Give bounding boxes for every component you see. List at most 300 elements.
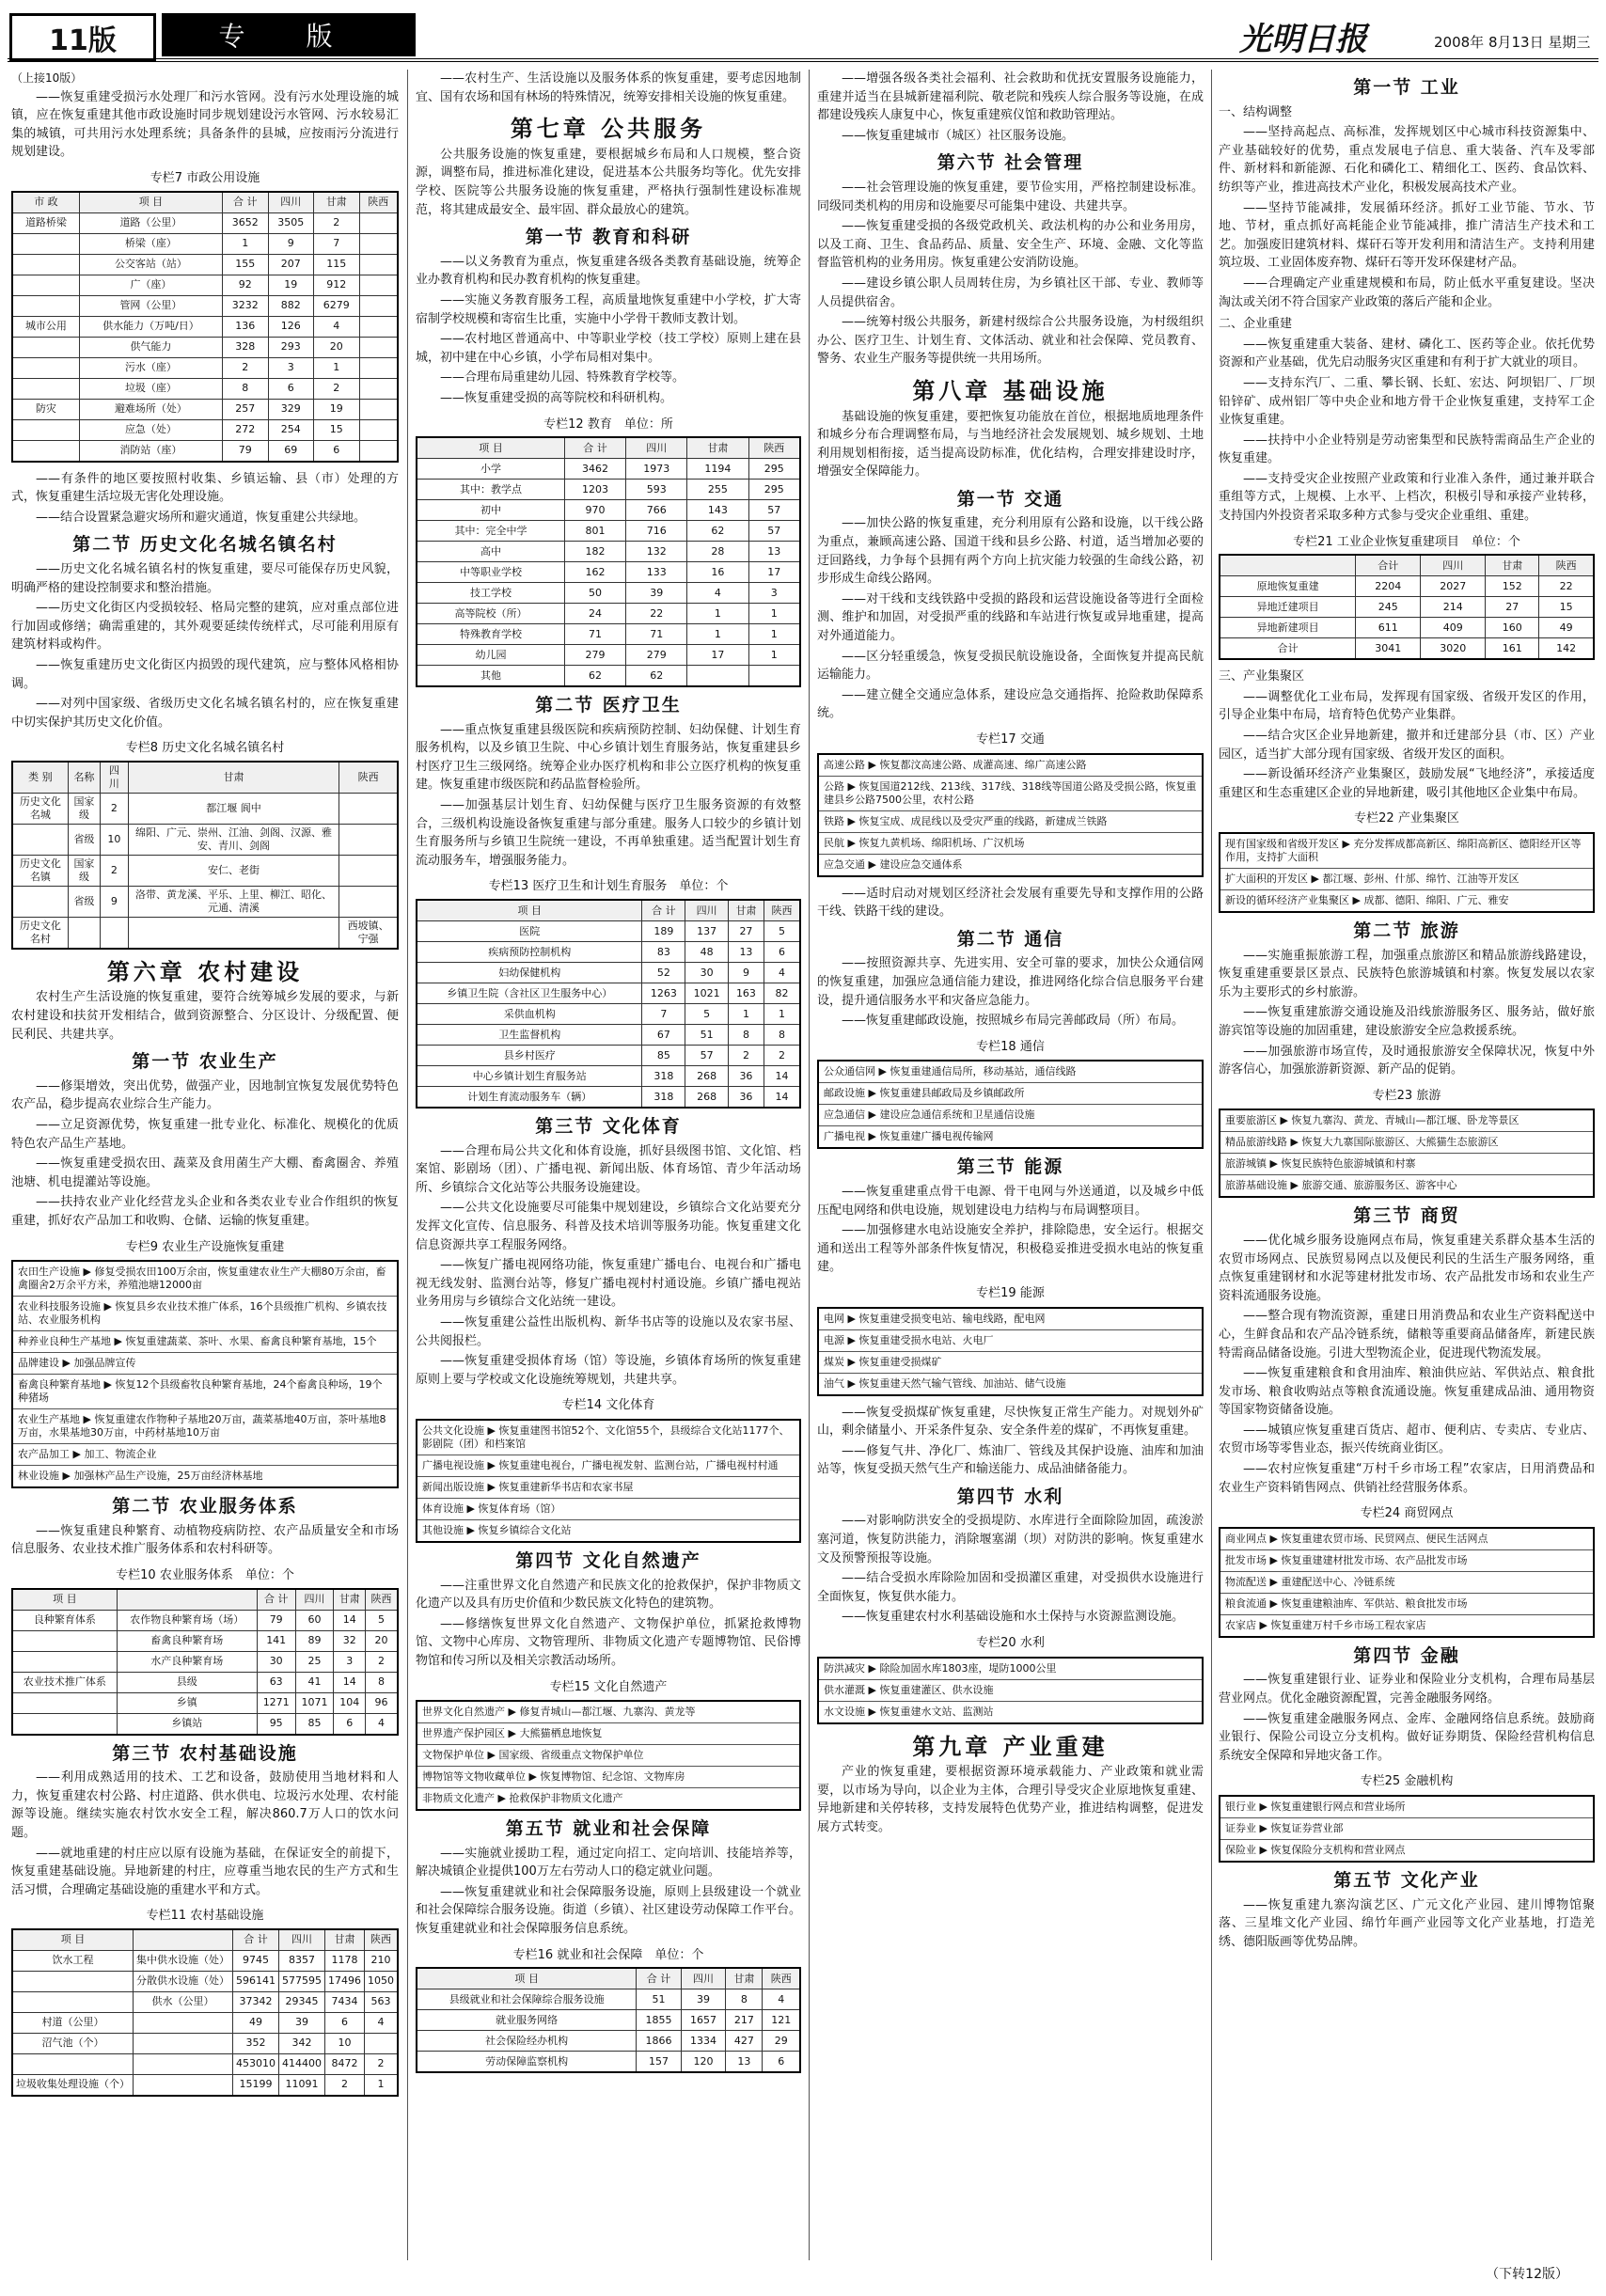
table-cell: 8 — [728, 1025, 764, 1046]
table-cell: 中心乡镇计划生育服务站 — [417, 1066, 642, 1087]
list-item: 种养业良种生产基地 ▶ 恢复重建蔬菜、茶叶、水果、畜禽良种繁育基地，15个 — [13, 1331, 397, 1353]
box16-table — [416, 1967, 801, 2073]
table-cell: 2204 — [1356, 576, 1421, 597]
table-cell: 272 — [223, 419, 269, 440]
table-cell: 20 — [314, 337, 360, 357]
table-cell: 9 — [101, 886, 129, 917]
table-cell: 1071 — [295, 1692, 334, 1713]
section-label: 专 版 — [162, 13, 416, 56]
table-row — [12, 212, 398, 233]
table-cell: 89 — [295, 1630, 334, 1651]
table-cell: 3020 — [1421, 638, 1486, 660]
table-cell: 8 — [764, 1025, 800, 1046]
table-cell — [12, 1991, 134, 2012]
table-row — [12, 855, 398, 886]
table-cell — [359, 440, 398, 462]
table-cell: 126 — [268, 316, 314, 337]
box19-list — [817, 1307, 1204, 1396]
table-row — [417, 500, 800, 521]
table-row — [417, 480, 800, 500]
table-cell: 1973 — [626, 459, 687, 480]
table-row — [12, 1692, 398, 1713]
table-cell: 329 — [268, 399, 314, 419]
table-cell: 6279 — [314, 295, 360, 316]
box-caption-part: 专栏21 工业企业恢复重建项目 — [1293, 534, 1459, 549]
table-cell: 1334 — [681, 2031, 725, 2052]
table-cell: 163 — [728, 983, 764, 1004]
list-item: 新闻出版设施 ▶ 恢复重建新华书店和农家书屋 — [417, 1477, 799, 1499]
table-cell: 19 — [268, 275, 314, 295]
table-cell: 合 计 — [223, 192, 269, 213]
table-cell: 593 — [626, 480, 687, 500]
table-cell — [359, 233, 398, 254]
table-cell: 50 — [564, 583, 625, 604]
paragraph: ——恢复重建受损的各级党政机关、政法机构的办公和业务用房，以及工商、卫生、食品药品、质量、安全生产、环境、金融、文化等监督监管机构的业务用房。恢复重建公安消防设施。 — [817, 219, 1204, 271]
table-row — [12, 1991, 398, 2012]
table-cell: 陕西 — [763, 1968, 800, 1989]
table-cell: 水产良种繁育场 — [117, 1651, 257, 1672]
section-heading: 第二节 历史文化名城名镇名村 — [72, 534, 338, 556]
box13-table — [416, 899, 801, 1109]
table-row — [12, 1713, 398, 1735]
table-row — [12, 337, 398, 357]
paragraph: ——支持受灾企业按照产业政策和行业准入条件，通过兼并联合重组等方式，上规模、上水平、上档次，积极引导和承接产业转移，支持国内外投资者采取多种方式参与受灾企业重组、重建。 — [1219, 471, 1595, 524]
table-cell: 596141 — [233, 1971, 279, 1991]
table-cell — [359, 378, 398, 399]
paragraph: ——历史文化名城名镇名村的恢复重建，要尽可能保存历史风貌，明确严格的建设控制要求和整治措施。 — [11, 561, 399, 595]
table-cell: 甘肃 — [728, 900, 764, 921]
table-row — [12, 254, 398, 275]
table-cell — [12, 337, 79, 357]
table-cell: 16 — [687, 562, 748, 583]
table-cell — [339, 855, 398, 886]
table-cell: 3 — [748, 583, 800, 604]
table-cell: 异地新建项目 — [1220, 618, 1356, 638]
table-cell: 2 — [365, 2053, 399, 2074]
table-cell: 95 — [257, 1713, 295, 1735]
table-cell — [12, 2053, 134, 2074]
table-header-row — [1220, 555, 1594, 576]
table-header-row — [417, 900, 800, 921]
paragraph: ——统筹村级公共服务，新建村级综合公共服务设施，为村级组织办公、医疗卫生、计划生育、文体活动、就业和社会保障、党员教育、警务、农业生产服务等提供统一共用场所。 — [817, 315, 1204, 367]
table-cell: 集中供水设施（处） — [134, 1950, 233, 1971]
table-cell: 115 — [314, 254, 360, 275]
table-cell: 甘肃 — [128, 762, 339, 794]
box18-list — [817, 1060, 1204, 1149]
paragraph: ——以义务教育为重点，恢复重建各级各类教育基础设施，统筹企业办教育机构和民办教育机构的恢复重建。 — [416, 254, 801, 288]
table-cell: 安仁、老街 — [128, 855, 339, 886]
paragraph: ——区分轻重缓急，恢复受损民航设施设备，全面恢复并提高民航运输能力。 — [817, 649, 1204, 683]
paragraph: ——新设循环经济产业集聚区，鼓励发展“飞地经济”，承接适度重建区和生态重建区企业的异地新建，吸引其他地区企业集中布局。 — [1219, 767, 1595, 800]
table-cell: 避难场所（处） — [79, 399, 222, 419]
table-cell: 四川 — [626, 437, 687, 459]
table-cell: 3232 — [223, 295, 269, 316]
table-cell: 技工学校 — [417, 583, 564, 604]
list-item: 民航 ▶ 恢复九黄机场、绵阳机场、广汉机场 — [819, 833, 1202, 855]
table-cell: 分散供水设施（处） — [134, 1971, 233, 1991]
table-cell: 历史文化名镇 — [12, 855, 68, 886]
table-header-row — [12, 762, 398, 794]
table-cell: 4 — [687, 583, 748, 604]
table-cell: 293 — [268, 337, 314, 357]
box-caption-part: 专栏12 教育 — [543, 417, 612, 432]
box-title: 专栏25 金融机构 — [1360, 1774, 1454, 1789]
list-item: 文物保护单位 ▶ 国家级、省级重点文物保护单位 — [417, 1745, 799, 1767]
table-cell: 项 目 — [417, 1968, 637, 1989]
table-cell: 132 — [626, 542, 687, 562]
table-cell: 51 — [637, 1989, 681, 2010]
list-item: 高速公路 ▶ 恢复都汶高速公路、成灌高速、绵广高速公路 — [819, 755, 1202, 777]
table-cell — [359, 419, 398, 440]
table-cell: 6 — [334, 1713, 366, 1735]
table-row — [417, 2052, 800, 2073]
table-cell: 畜禽良种繁育场 — [117, 1630, 257, 1651]
paragraph: ——适时启动对规划区经济社会发展有重要先导和支撑作用的公路干线、铁路干线的建设。 — [817, 886, 1204, 920]
paragraph: ——结合受损水库除险加固和受损灌区重建，对受损供水设施进行全面恢复，恢复供水能力。 — [817, 1571, 1204, 1604]
table-cell: 四川 — [295, 1589, 334, 1611]
table-cell: 57 — [748, 521, 800, 542]
paragraph: ——恢复重建就业和社会保障服务设施，原则上县级建设一个就业和社会保障综合服务设施。街道（乡镇）、社区建设劳动保障工作平台。恢复重建就业和社会保障服务信息系统。 — [416, 1884, 801, 1937]
table-cell: 1 — [687, 624, 748, 645]
table-row — [12, 824, 398, 855]
continued-from: （上接10版） — [11, 71, 83, 85]
table-cell — [359, 337, 398, 357]
list-item: 广播电视设施 ▶ 恢复重建电视台，广播电视发射、监测台站，广播电视村村通 — [417, 1455, 799, 1477]
list-item: 供水灌溉 ▶ 恢复重建灌区、供水设施 — [819, 1680, 1202, 1702]
table-cell — [134, 2074, 233, 2096]
table-cell: 乡镇 — [117, 1692, 257, 1713]
table-cell — [12, 295, 79, 316]
box-title: 专栏17 交通 — [976, 732, 1045, 747]
table-cell: 市 政 — [12, 192, 79, 213]
box17-list — [817, 753, 1204, 877]
table-cell: 1 — [748, 624, 800, 645]
table-cell — [12, 275, 79, 295]
table-cell: 西坡镇、宁强 — [339, 917, 398, 949]
paragraph: ——社会管理设施的恢复重建，要节俭实用，严格控制建设标准。同级同类机构的用房和设施要尽可能集中建设、共建共享。 — [817, 180, 1204, 213]
list-item: 其他设施 ▶ 恢复乡镇综合文化站 — [422, 1523, 572, 1536]
table-cell: 初中 — [417, 500, 564, 521]
table-row — [417, 459, 800, 480]
box22-list — [1219, 832, 1595, 913]
table-cell: 高等院校（所） — [417, 604, 564, 624]
table-cell: 7434 — [325, 1991, 365, 2012]
table-cell: 其中：完全中学 — [417, 521, 564, 542]
table-cell: 7 — [642, 1004, 685, 1025]
table-cell: 453010 — [233, 2053, 279, 2074]
table-cell: 其中：教学点 — [417, 480, 564, 500]
table-cell: 342 — [279, 2033, 325, 2053]
paragraph: ——对列中国家级、省级历史文化名城名镇名村的，应在恢复重建中切实保护其历史文化价值。 — [11, 697, 399, 730]
table-cell: 28 — [687, 542, 748, 562]
table-cell: 2 — [314, 212, 360, 233]
paragraph: ——建设乡镇公职人员周转住房，为乡镇社区干部、专业、教师等人员提供宿舍。 — [817, 275, 1204, 309]
table-cell: 9 — [268, 233, 314, 254]
table-cell: 名称 — [68, 762, 100, 794]
table-cell: 1 — [223, 233, 269, 254]
table-cell: 27 — [1486, 597, 1539, 618]
section-heading: 第三节 能源 — [956, 1156, 1064, 1178]
table-cell: 137 — [685, 921, 729, 942]
paragraph: ——恢复重建受损体育场（馆）等设施，乡镇体育场所的恢复重建原则上要与学校或文化设施统筹规划，共建共享。 — [416, 1354, 801, 1387]
table-cell: 计划生育流动服务车（辆） — [417, 1087, 642, 1109]
table-cell: 1194 — [687, 459, 748, 480]
table-cell: 133 — [626, 562, 687, 583]
table-header-row — [417, 437, 800, 459]
paragraph: ——恢复重建历史文化街区内损毁的现代建筑，应与整体风格相协调。 — [11, 657, 399, 691]
list-item: 油气 ▶ 恢复重建天然气输气管线、加油站、储气设施 — [824, 1376, 1066, 1390]
table-cell — [359, 275, 398, 295]
table-row — [12, 419, 398, 440]
table-cell: 合 计 — [233, 1929, 279, 1951]
table-cell: 四川 — [685, 900, 729, 921]
table-cell — [117, 1589, 257, 1611]
table-cell: 1021 — [685, 983, 729, 1004]
table-row — [417, 1004, 800, 1025]
paragraph: ——恢复广播电视网络功能，恢复重建广播电台、电视台和广播电视无线发射、监测台站等，修复广播电视村村通设施。乡镇广播电视站业务用房与乡镇综合文化站统一建设。 — [416, 1258, 801, 1310]
issue-date: 2008年 8月13日 星期三 — [1434, 34, 1591, 51]
table-cell: 10 — [325, 2033, 365, 2053]
table-cell: 157 — [637, 2052, 681, 2073]
list-item: 林业设施 ▶ 加强林产品生产设施，25万亩经济林基地 — [18, 1470, 263, 1483]
table-cell: 1203 — [564, 480, 625, 500]
table-cell: 1178 — [325, 1950, 365, 1971]
table-cell: 85 — [295, 1713, 334, 1735]
table-cell — [359, 357, 398, 378]
table-cell: 69 — [268, 440, 314, 462]
table-cell: 104 — [334, 1692, 366, 1713]
table-cell — [68, 917, 100, 949]
table-cell: 合 计 — [564, 437, 625, 459]
section-heading: 第三节 文化体育 — [535, 1116, 682, 1138]
table-cell: 49 — [233, 2012, 279, 2033]
table-cell: 152 — [1486, 576, 1539, 597]
table-cell — [12, 886, 68, 917]
table-cell: 3041 — [1356, 638, 1421, 660]
paragraph: ——合理确定产业重建规模和布局，防止低水平重复建设。坚决淘汰或关闭不符合国家产业政策的落后产能和企业。 — [1219, 275, 1595, 309]
chapter-heading: 第六章 农村建设 — [106, 957, 304, 985]
list-item: 邮政设施 ▶ 恢复重建县邮政局及乡镇邮政所 — [819, 1083, 1202, 1105]
chapter-heading: 第七章 公共服务 — [510, 115, 707, 143]
table-cell: 11091 — [279, 2074, 325, 2096]
table-cell: 8472 — [325, 2053, 365, 2074]
list-item: 世界文化自然遗产 ▶ 修复青城山—都江堰、九寨沟、黄龙等 — [417, 1702, 799, 1723]
table-cell: 幼儿园 — [417, 645, 564, 666]
table-cell: 2 — [366, 1651, 398, 1672]
table-row — [12, 316, 398, 337]
table-cell: 中等职业学校 — [417, 562, 564, 583]
section-heading: 第一节 教育和科研 — [525, 227, 692, 248]
table-cell: 162 — [564, 562, 625, 583]
paragraph: ——实施义务教育服务工程，高质量地恢复重建中小学校，扩大寄宿制学校规模和寄宿生比重，实施中小学骨干教师支教计划。 — [416, 292, 801, 326]
table-cell: 79 — [257, 1610, 295, 1630]
table-cell — [12, 1713, 117, 1735]
box21-table — [1219, 554, 1595, 660]
table-cell: 328 — [223, 337, 269, 357]
table-cell: 沼气池（个） — [12, 2033, 134, 2053]
table-cell: 57 — [748, 500, 800, 521]
table-cell: 14 — [334, 1610, 366, 1630]
section-heading: 第四节 金融 — [1353, 1644, 1460, 1666]
table-cell: 8 — [223, 378, 269, 399]
subheading: 三、产业集聚区 — [1219, 669, 1305, 684]
table-cell: 疾病预防控制机构 — [417, 942, 642, 963]
table-cell: 6 — [325, 2012, 365, 2033]
table-cell: 1866 — [637, 2031, 681, 2052]
table-cell: 8357 — [279, 1950, 325, 1971]
table-cell: 161 — [1486, 638, 1539, 660]
table-cell: 30 — [257, 1651, 295, 1672]
table-cell — [687, 666, 748, 687]
table-cell: 352 — [233, 2033, 279, 2053]
table-row — [1220, 576, 1594, 597]
paragraph: 农村生产生活设施的恢复重建，要符合统筹城乡发展的要求，与新农村建设和扶贫开发相结合，做到资源整合、分区设计、分级配置、便民利民、共建共享。 — [11, 990, 399, 1042]
paragraph: ——对干线和支线铁路中受损的路段和运营设施设备等进行全面检测、维护和加固，对受损严重的线路和车站进行恢复或异地重建，提高对外通道能力。 — [817, 591, 1204, 644]
table-cell: 农作物良种繁育场（场） — [117, 1610, 257, 1630]
paragraph: ——公共文化设施要尽可能集中规划建设，乡镇综合文化站要充分发挥文化宣传、信息服务、科普及技术培训等服务功能。恢复重建文化信息资源共享工程服务网络。 — [416, 1201, 801, 1252]
table-cell: 1263 — [642, 983, 685, 1004]
table-row — [417, 983, 800, 1004]
table-cell: 121 — [763, 2010, 800, 2031]
paragraph: ——立足资源优势，恢复重建一批专业化、标准化、规模化的优质特色农产品生产基地。 — [11, 1118, 399, 1151]
table-cell: 就业服务网络 — [417, 2010, 637, 2031]
subheading: 二、企业重建 — [1219, 317, 1293, 332]
table-cell: 15 — [1539, 597, 1594, 618]
paragraph: ——扶持农业产业化经营龙头企业和各类农业专业合作组织的恢复重建，抓好农产品加工和收购、仓储、运输的恢复重建。 — [11, 1195, 399, 1228]
table-cell: 766 — [626, 500, 687, 521]
box-caption-part: 专栏10 农业服务体系 — [116, 1567, 233, 1582]
list-item: 畜禽良种繁育基地 ▶ 恢复12个县级畜牧良种繁育基地，24个畜禽良种场，19个种猪场 — [13, 1375, 397, 1409]
table-cell: 2 — [764, 1046, 800, 1066]
table-cell: 项 目 — [12, 1589, 117, 1611]
section-heading: 第一节 农业生产 — [132, 1051, 278, 1073]
list-item: 电网 ▶ 恢复重建受损变电站、输电线路，配电网 — [819, 1309, 1202, 1330]
table-cell: 1 — [748, 604, 800, 624]
table-cell: 6 — [764, 942, 800, 963]
paragraph: ——恢复重建旅游交通设施及沿线旅游服务区、服务站，做好旅游宾馆等设施的加固重建，建设旅游安全应急救援系统。 — [1219, 1005, 1595, 1038]
paragraph: ——整合现有物流资源，重建日用消费品和农业生产资料配送中心，生鲜食品和农产品冷链系统，储粮等重要商品储备库，新建民族特需商品储备设施。引进大型物流企业，促进现代物流发展。 — [1219, 1309, 1595, 1360]
list-item: 农田生产设施 ▶ 修复受损农田100万余亩，恢复重建农业生产大棚80万余亩，畜禽圈舍2万余平方米，养殖池塘12000亩 — [13, 1262, 397, 1297]
box-caption-part: 专栏13 医疗卫生和计划生育服务 — [488, 879, 668, 894]
table-cell: 垃圾收集处理设施（个） — [12, 2074, 134, 2096]
paragraph: ——结合设置紧急避灾场所和避灾通道，恢复重建公共绿地。 — [36, 510, 367, 525]
paragraph: ——合理布局重建幼儿园、特殊教育学校等。 — [440, 370, 685, 385]
list-item: 批发市场 ▶ 恢复重建建材批发市场、农产品批发市场 — [1220, 1550, 1593, 1572]
table-cell: 合 计 — [257, 1589, 295, 1611]
table-row — [417, 521, 800, 542]
list-item: 农家店 ▶ 恢复重建万村千乡市场工程农家店 — [1225, 1618, 1426, 1631]
table-cell: 其他 — [417, 666, 564, 687]
table-cell: 255 — [687, 480, 748, 500]
table-cell: 257 — [223, 399, 269, 419]
table-cell: 劳动保障监察机构 — [417, 2052, 637, 2073]
table-cell: 9745 — [233, 1950, 279, 1971]
table-cell: 611 — [1356, 618, 1421, 638]
table-cell: 268 — [685, 1066, 729, 1087]
table-cell: 39 — [279, 2012, 325, 2033]
table-cell: 7 — [314, 233, 360, 254]
box-title: 专栏14 文化体育 — [561, 1398, 655, 1413]
table-cell: 道路桥梁 — [12, 212, 79, 233]
table-cell: 970 — [564, 500, 625, 521]
table-cell: 异地迁建项目 — [1220, 597, 1356, 618]
box-title — [1219, 533, 1595, 552]
table-cell: 4 — [763, 1989, 800, 2010]
table-cell: 省级 — [68, 824, 100, 855]
table-cell: 绵阳、广元、崇州、江油、剑阁、汉源、雅安、青川、剑阁 — [128, 824, 339, 855]
paragraph: ——坚持节能减排，发展循环经济。抓好工业节能、节水、节地、节材，重点抓好高耗能企业节能减排，推广清洁生产技术和工艺。加强废旧建筑材料、煤矸石等开发利用和清洁生产。支持利用建筑垃圾、工业固体废弃物、煤矸石等开发环保建材产品。 — [1219, 200, 1595, 271]
paragraph: ——增强各级各类社会福利、社会救助和优抚安置服务设施能力，重建并适当在县城新建福利院、敬老院和残疾人综合服务等设施，在成都建设残疾人康复中心，恢复重建殡仪馆和救助管理站。 — [817, 71, 1204, 123]
table-cell — [134, 2012, 233, 2033]
table-cell: 30 — [685, 963, 729, 983]
table-row — [12, 1630, 398, 1651]
table-cell: 577595 — [279, 1971, 325, 1991]
page-number: 11版 — [9, 13, 156, 62]
list-item: 精品旅游线路 ▶ 恢复大九寨国际旅游区、大熊猫生态旅游区 — [1220, 1132, 1593, 1154]
paragraph: ——坚持高起点、高标准，发挥规划区中心城市科技资源集中、产业基础较好的优势，重点发展电子信息、重大装备、汽车及零部件、新材料和新能源、石化和磷化工、精细化工、医药、食品饮料、纺织等产业，推进高技术产业化，积极发展高技术产业。 — [1219, 125, 1595, 195]
table-row — [417, 624, 800, 645]
box-title: 专栏19 能源 — [976, 1285, 1045, 1300]
table-cell: 13 — [728, 942, 764, 963]
table-cell: 饮水工程 — [12, 1950, 134, 1971]
table-cell: 妇幼保健机构 — [417, 963, 642, 983]
box23-list — [1219, 1109, 1595, 1198]
table-cell: 管网（公里） — [79, 295, 222, 316]
section-heading: 第五节 文化产业 — [1333, 1870, 1480, 1891]
table-cell: 陕西 — [764, 900, 800, 921]
table-row — [12, 1651, 398, 1672]
table-cell: 类 别 — [12, 762, 68, 794]
paragraph: ——城镇应恢复重建百货店、超市、便利店、专卖店、专业店、农贸市场等零售业态，振兴传统商业街区。 — [1219, 1423, 1595, 1456]
paragraph: ——优化城乡服务设施网点布局，恢复重建关系群众基本生活的农贸市场网点、民族贸易网点以及便民利民的生活生产服务网络，重点恢复重建钢材和水泥等建材批发市场、农产品批发市场和农业生产资料流通服务设施。 — [1219, 1233, 1595, 1303]
table-cell: 217 — [726, 2010, 763, 2031]
table-cell: 6 — [268, 378, 314, 399]
table-row — [12, 886, 398, 917]
table-cell: 36 — [728, 1066, 764, 1087]
table-row — [1220, 618, 1594, 638]
table-row — [417, 645, 800, 666]
list-item: 农产品加工 ▶ 加工、物流企业 — [13, 1444, 397, 1466]
section-heading: 第一节 工业 — [1353, 77, 1460, 98]
list-item: 银行业 ▶ 恢复重建银行网点和营业场所 — [1220, 1797, 1593, 1818]
table-row — [12, 2033, 398, 2053]
column-3 — [817, 70, 1204, 2260]
table-cell — [101, 917, 129, 949]
table-row — [12, 2053, 398, 2074]
table-cell: 原地恢复重建 — [1220, 576, 1356, 597]
column-rule — [407, 70, 408, 2260]
table-row — [12, 295, 398, 316]
table-cell — [359, 399, 398, 419]
paragraph: ——加快公路的恢复重建，充分利用原有公路和设施，以干线公路为重点，兼顾高速公路、国道干线和县乡公路、村道，适当增加必要的迂回路线，力争每个县拥有两个方向上抗灾能力较强的生命线公路，初步形成生命线公路网。 — [817, 516, 1204, 587]
table-cell: 1657 — [681, 2010, 725, 2031]
table-header-row — [417, 1968, 800, 1989]
table-cell: 甘肃 — [687, 437, 748, 459]
table-cell: 项 目 — [417, 900, 642, 921]
table-cell: 189 — [642, 921, 685, 942]
table-cell: 1271 — [257, 1692, 295, 1713]
paragraph: ——修缮恢复世界文化自然遗产、文物保护单位，抓紧抢救博物馆、文物中心库房、文物管理所、非物质文化遗产专题博物馆、民俗博物馆和传习所以及相关宗教活动场所。 — [416, 1616, 801, 1668]
table-cell — [12, 1651, 117, 1672]
table-cell — [339, 824, 398, 855]
table-cell: 210 — [365, 1950, 399, 1971]
box-title — [416, 877, 801, 896]
list-item: 现有国家级和省级开发区 ▶ 充分发挥成都高新区、绵阳高新区、德阳经开区等作用，支持扩大面积 — [1220, 834, 1593, 869]
table-cell: 268 — [685, 1087, 729, 1109]
box-title — [11, 1566, 399, 1585]
table-cell: 39 — [681, 1989, 725, 2010]
table-cell: 62 — [687, 521, 748, 542]
